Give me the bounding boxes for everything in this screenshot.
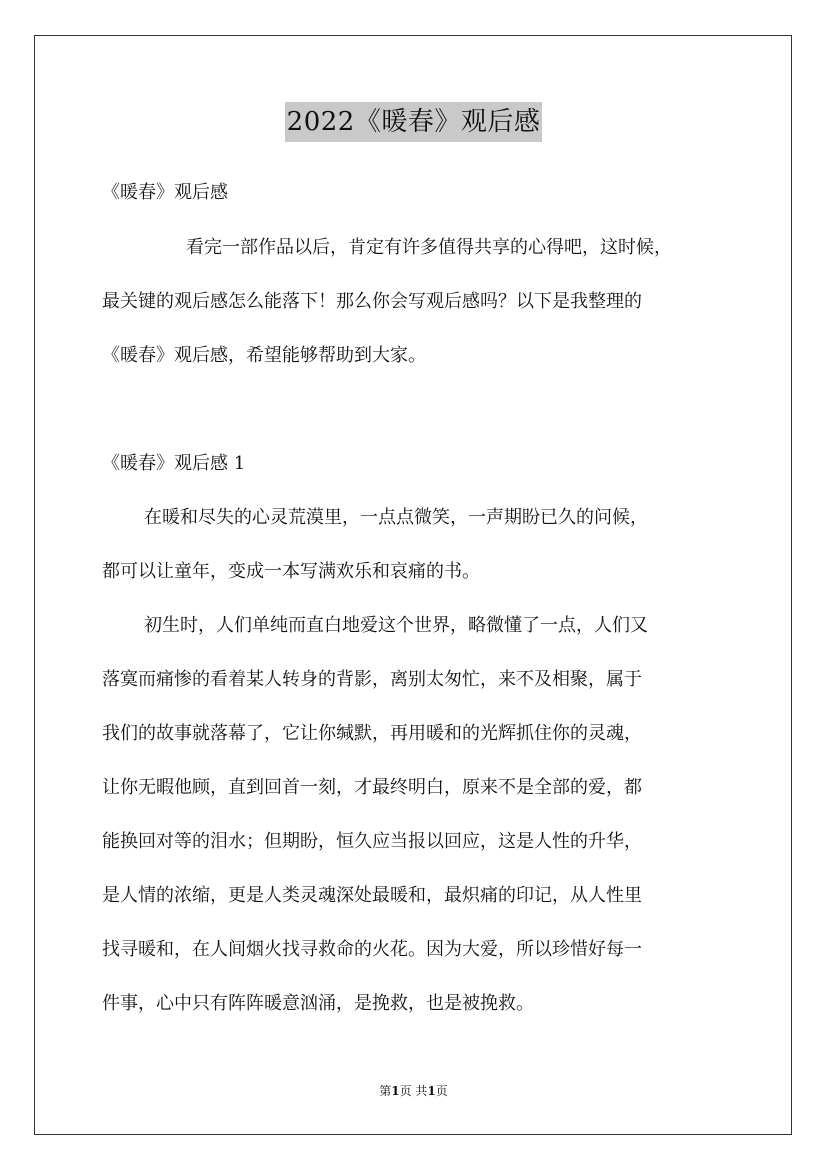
body-line: 初生时，人们单纯而直白地爱这个世界，略微懂了一点，人们又: [144, 615, 648, 636]
intro-line: 《暖春》观后感，希望能够帮助到大家。: [102, 345, 426, 366]
footer-total-pages: 1: [427, 1084, 436, 1098]
body-line: 是人情的浓缩，更是人类灵魂深处最暖和，最炽痛的印记，从人性里: [102, 885, 642, 906]
intro-line: 看完一部作品以后，肯定有许多值得共享的心得吧，这时候，: [186, 237, 672, 258]
body-line: 找寻暖和，在人间烟火找寻救命的火花。因为大爱，所以珍惜好每一: [102, 939, 642, 960]
body-line: 落寞而痛惨的看着某人转身的背影，离别太匆忙，来不及相聚，属于: [102, 669, 642, 690]
document-title: 2022《暖春》观后感: [285, 102, 543, 142]
footer-prefix: 第: [379, 1084, 392, 1098]
subtitle: 《暖春》观后感: [102, 182, 228, 203]
body-line: 在暖和尽失的心灵荒漠里，一点点微笑，一声期盼已久的问候，: [144, 507, 648, 528]
footer-mid: 页 共: [399, 1084, 428, 1098]
body-line: 能换回对等的泪水；但期盼，恒久应当报以回应，这是人性的升华，: [102, 831, 642, 852]
page-footer: [0, 1083, 827, 1099]
body-line: 我们的故事就落幕了，它让你缄默，再用暖和的光辉抓住你的灵魂，: [102, 723, 642, 744]
footer-suffix: 页: [435, 1084, 448, 1098]
footer-page-number: 1: [391, 1084, 400, 1098]
intro-line: 最关键的观后感怎么能落下！那么你会写观后感吗？以下是我整理的: [102, 291, 642, 312]
section-heading: 《暖春》观后感 1: [102, 453, 246, 474]
title-container: [0, 102, 827, 142]
body-line: 件事，心中只有阵阵暖意汹涌，是挽救，也是被挽救。: [102, 993, 534, 1014]
body-line: 都可以让童年，变成一本写满欢乐和哀痛的书。: [102, 561, 480, 582]
body-line: 让你无暇他顾，直到回首一刻，才最终明白，原来不是全部的爱，都: [102, 777, 642, 798]
